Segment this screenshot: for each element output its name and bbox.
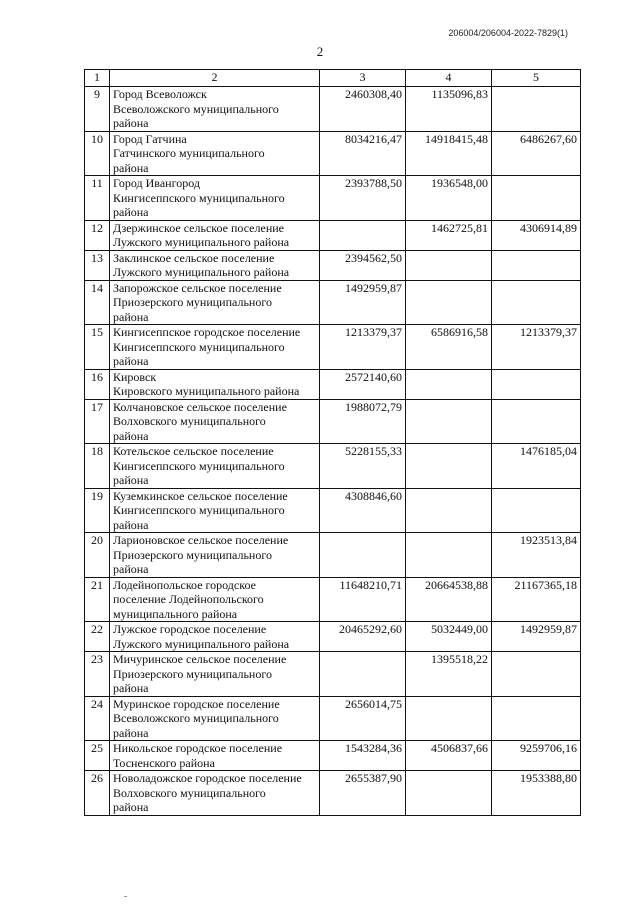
municipality-name-line: Куземкинское сельское поселение bbox=[113, 488, 288, 503]
row-number-cell: 11 bbox=[85, 176, 110, 221]
amount-column-3-cell: 2460308,40 bbox=[320, 87, 406, 132]
row-number-cell: 20 bbox=[85, 533, 110, 578]
amount-column-5-cell: 9259706,16 bbox=[492, 741, 581, 771]
municipality-name-line: Волховского муниципального bbox=[113, 414, 266, 428]
table-row bbox=[85, 280, 581, 325]
table-header-row bbox=[85, 70, 581, 87]
table-row bbox=[85, 220, 581, 250]
table-row bbox=[85, 250, 581, 280]
amount-column-4-cell bbox=[406, 444, 492, 489]
amount-column-5-cell: 1953388,80 bbox=[492, 771, 581, 816]
municipality-name-line: Запорожское сельское поселение bbox=[113, 280, 282, 295]
row-number-cell: 10 bbox=[85, 131, 110, 176]
amount-column-5-cell: 1476185,04 bbox=[492, 444, 581, 489]
amount-column-3-cell: 5228155,33 bbox=[320, 444, 406, 489]
amount-column-5-cell: 21167365,18 bbox=[492, 577, 581, 622]
amount-column-5-cell: 1213379,37 bbox=[492, 325, 581, 370]
municipality-name-cell bbox=[110, 220, 320, 250]
amount-column-3-cell bbox=[320, 533, 406, 578]
amount-column-5-cell: 1492959,87 bbox=[492, 622, 581, 652]
municipality-name-line: Лодейнопольское городское bbox=[113, 577, 256, 592]
table-row bbox=[85, 652, 581, 697]
row-number-cell: 25 bbox=[85, 741, 110, 771]
row-number-cell: 13 bbox=[85, 250, 110, 280]
municipality-name-line: Город Гатчина bbox=[113, 131, 187, 146]
amount-column-3-cell: 2393788,50 bbox=[320, 176, 406, 221]
amount-column-4-cell bbox=[406, 533, 492, 578]
municipality-name-line: Всеволожского муниципального bbox=[113, 711, 279, 725]
row-number-cell: 14 bbox=[85, 280, 110, 325]
amount-column-3-cell: 11648210,71 bbox=[320, 577, 406, 622]
amount-column-5-cell bbox=[492, 176, 581, 221]
row-number-cell: 17 bbox=[85, 399, 110, 444]
municipality-name-cell bbox=[110, 741, 320, 771]
municipality-name-line: района bbox=[113, 681, 149, 695]
municipality-name-line: Кировск bbox=[113, 369, 157, 384]
scan-mark bbox=[124, 896, 127, 897]
row-number-cell: 19 bbox=[85, 488, 110, 533]
municipality-name-line: Кировского муниципального района bbox=[113, 384, 300, 398]
table-row bbox=[85, 399, 581, 444]
municipality-name-line: района bbox=[113, 473, 149, 487]
municipality-name-cell bbox=[110, 577, 320, 622]
amount-column-5-cell bbox=[492, 399, 581, 444]
column-header: 3 bbox=[320, 70, 406, 87]
municipality-name-line: Новоладожское городское поселение bbox=[113, 771, 302, 785]
municipality-name-line: Котельское сельское поселение bbox=[113, 444, 274, 458]
amount-column-4-cell: 1135096,83 bbox=[406, 87, 492, 132]
amount-column-5-cell: 1923513,84 bbox=[492, 533, 581, 578]
municipality-name-line: района bbox=[113, 354, 149, 368]
column-header: 5 bbox=[492, 70, 581, 87]
table-row bbox=[85, 444, 581, 489]
municipality-name-cell bbox=[110, 533, 320, 578]
municipality-name-line: поселение Лодейнопольского bbox=[113, 592, 264, 606]
municipality-name-line: Никольское городское поселение bbox=[113, 741, 283, 755]
municipality-name-line: Кингисеппского муниципального bbox=[113, 503, 285, 517]
amount-column-3-cell: 4308846,60 bbox=[320, 488, 406, 533]
municipality-name-cell bbox=[110, 176, 320, 221]
row-number-cell: 26 bbox=[85, 771, 110, 816]
municipality-name-line: района bbox=[113, 205, 149, 219]
municipality-name-line: муниципального района bbox=[113, 606, 238, 621]
municipality-name-line: Колчановское сельское поселение bbox=[113, 399, 287, 414]
amount-column-4-cell bbox=[406, 250, 492, 280]
municipality-name-line: Кингисеппского муниципального bbox=[113, 458, 285, 473]
table-row bbox=[85, 131, 581, 176]
amount-column-3-cell: 20465292,60 bbox=[320, 622, 406, 652]
amount-column-4-cell bbox=[406, 399, 492, 444]
municipality-name-line: Город Всеволожск bbox=[113, 87, 207, 101]
document-id: 206004/206004-2022-7829(1) bbox=[448, 28, 568, 38]
municipality-name-line: района bbox=[113, 562, 149, 576]
municipality-name-line: Приозерского муниципального bbox=[113, 666, 272, 681]
table-body bbox=[85, 87, 581, 816]
amount-column-3-cell: 8034216,47 bbox=[320, 131, 406, 176]
municipality-name-cell bbox=[110, 399, 320, 444]
amount-column-3-cell: 1492959,87 bbox=[320, 280, 406, 325]
municipality-name-cell bbox=[110, 325, 320, 370]
municipality-name-line: Кингисеппского муниципального bbox=[113, 339, 285, 354]
row-number-cell: 15 bbox=[85, 325, 110, 370]
amount-column-5-cell bbox=[492, 280, 581, 325]
municipality-name-cell bbox=[110, 250, 320, 280]
table-row bbox=[85, 533, 581, 578]
municipality-name-cell bbox=[110, 696, 320, 741]
amount-column-4-cell bbox=[406, 280, 492, 325]
row-number-cell: 22 bbox=[85, 622, 110, 652]
municipality-name-cell bbox=[110, 280, 320, 325]
table-row bbox=[85, 87, 581, 132]
row-number-cell: 21 bbox=[85, 577, 110, 622]
municipality-name-line: района bbox=[113, 725, 149, 740]
amount-column-3-cell bbox=[320, 220, 406, 250]
amount-column-5-cell bbox=[492, 696, 581, 741]
amount-column-4-cell bbox=[406, 696, 492, 741]
table-row bbox=[85, 696, 581, 741]
municipality-name-line: Лужского муниципального района bbox=[113, 235, 290, 249]
table-row bbox=[85, 741, 581, 771]
amount-column-4-cell bbox=[406, 369, 492, 399]
municipality-name-line: Приозерского муниципального bbox=[113, 547, 272, 562]
municipality-name-line: района bbox=[113, 800, 149, 814]
amount-column-4-cell: 1462725,81 bbox=[406, 220, 492, 250]
municipality-name-cell bbox=[110, 488, 320, 533]
municipality-name-cell bbox=[110, 622, 320, 652]
amount-column-3-cell: 1988072,79 bbox=[320, 399, 406, 444]
amount-column-3-cell: 2572140,60 bbox=[320, 369, 406, 399]
column-header: 4 bbox=[406, 70, 492, 87]
amount-column-5-cell bbox=[492, 488, 581, 533]
municipality-name-line: Тосненского района bbox=[113, 755, 215, 770]
table-row bbox=[85, 325, 581, 370]
row-number-cell: 23 bbox=[85, 652, 110, 697]
table-row bbox=[85, 577, 581, 622]
amount-column-3-cell: 2394562,50 bbox=[320, 250, 406, 280]
row-number-cell: 18 bbox=[85, 444, 110, 489]
table-row bbox=[85, 771, 581, 816]
municipality-name-line: Ларионовское сельское поселение bbox=[113, 533, 289, 547]
municipality-name-line: Всеволожского муниципального bbox=[113, 101, 279, 116]
amount-column-4-cell: 1936548,00 bbox=[406, 176, 492, 221]
amount-column-4-cell bbox=[406, 488, 492, 533]
data-table bbox=[84, 69, 581, 816]
amount-column-5-cell bbox=[492, 369, 581, 399]
amount-column-4-cell bbox=[406, 771, 492, 816]
municipality-name-line: Город Ивангород bbox=[113, 176, 200, 190]
row-number-cell: 24 bbox=[85, 696, 110, 741]
amount-column-4-cell: 20664538,88 bbox=[406, 577, 492, 622]
amount-column-3-cell: 2656014,75 bbox=[320, 696, 406, 741]
amount-column-5-cell bbox=[492, 652, 581, 697]
amount-column-3-cell: 1543284,36 bbox=[320, 741, 406, 771]
amount-column-5-cell bbox=[492, 87, 581, 132]
amount-column-4-cell: 14918415,48 bbox=[406, 131, 492, 176]
municipality-name-line: Дзержинское сельское поселение bbox=[113, 220, 284, 235]
amount-column-4-cell: 5032449,00 bbox=[406, 622, 492, 652]
municipality-name-line: Гатчинского муниципального bbox=[113, 146, 265, 160]
municipality-name-line: Заклинское сельское поселение bbox=[113, 250, 275, 265]
municipality-name-cell bbox=[110, 771, 320, 816]
municipality-name-line: Лужского муниципального района bbox=[113, 636, 290, 651]
municipality-name-line: Лужского муниципального района bbox=[113, 265, 290, 279]
municipality-name-line: района bbox=[113, 309, 149, 324]
municipality-name-line: Волховского муниципального bbox=[113, 785, 266, 800]
amount-column-3-cell bbox=[320, 652, 406, 697]
table-row bbox=[85, 176, 581, 221]
amount-column-5-cell: 6486267,60 bbox=[492, 131, 581, 176]
municipality-name-cell bbox=[110, 652, 320, 697]
municipality-name-line: Кингисеппского муниципального bbox=[113, 190, 285, 205]
amount-column-4-cell: 6586916,58 bbox=[406, 325, 492, 370]
municipality-name-cell bbox=[110, 131, 320, 176]
table-row bbox=[85, 369, 581, 399]
municipality-name-line: Муринское городское поселение bbox=[113, 696, 280, 711]
row-number-cell: 9 bbox=[85, 87, 110, 132]
table-row bbox=[85, 622, 581, 652]
amount-column-4-cell: 4506837,66 bbox=[406, 741, 492, 771]
amount-column-5-cell bbox=[492, 250, 581, 280]
row-number-cell: 16 bbox=[85, 369, 110, 399]
municipality-name-line: Мичуринское сельское поселение bbox=[113, 652, 287, 666]
municipality-name-cell bbox=[110, 444, 320, 489]
municipality-name-cell bbox=[110, 87, 320, 132]
amount-column-4-cell: 1395518,22 bbox=[406, 652, 492, 697]
page-number: 2 bbox=[316, 44, 324, 59]
municipality-name-line: района bbox=[113, 517, 149, 532]
row-number-cell: 12 bbox=[85, 220, 110, 250]
municipality-name-line: Приозерского муниципального bbox=[113, 295, 272, 309]
amount-column-3-cell: 2655387,90 bbox=[320, 771, 406, 816]
table-row bbox=[85, 488, 581, 533]
municipality-name-line: района bbox=[113, 428, 149, 443]
municipality-name-line: района bbox=[113, 160, 149, 175]
municipality-name-cell bbox=[110, 369, 320, 399]
municipality-name-line: района bbox=[113, 116, 149, 130]
column-header: 1 bbox=[85, 70, 110, 87]
amount-column-3-cell: 1213379,37 bbox=[320, 325, 406, 370]
amount-column-5-cell: 4306914,89 bbox=[492, 220, 581, 250]
municipality-name-line: Лужское городское поселение bbox=[113, 622, 267, 636]
column-header: 2 bbox=[110, 70, 320, 87]
municipality-name-line: Кингисеппское городское поселение bbox=[113, 325, 301, 339]
